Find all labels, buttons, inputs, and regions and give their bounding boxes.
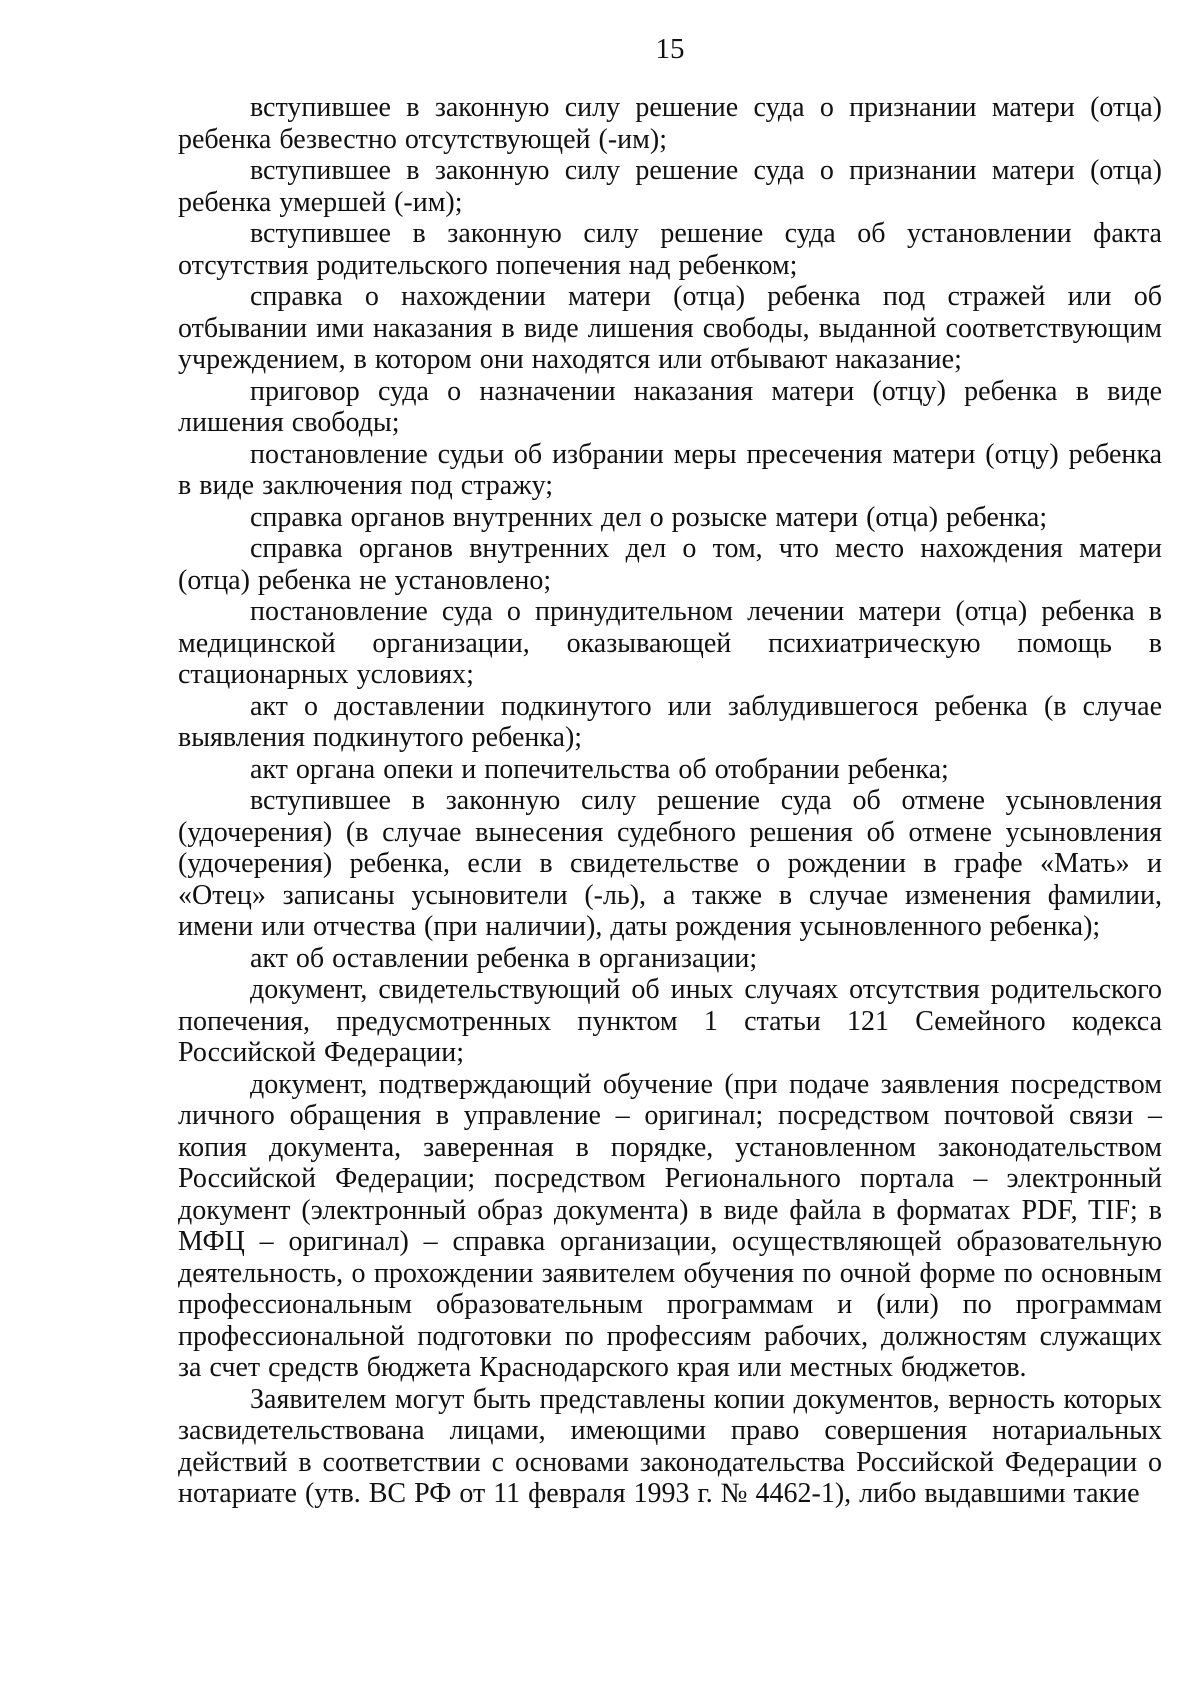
paragraph: акт органа опеки и попечительства об отобрании ребенка;	[250, 753, 949, 785]
page-number: 15	[655, 33, 685, 65]
paragraph: постановление суда о принудительном лечении матери (отца) ребенка в медицинской организации, оказывающей психиатрическую помощь в стационарных условиях;	[178, 596, 1162, 690]
paragraph: акт об оставлении ребенка в организации;	[250, 942, 758, 974]
paragraph: вступившее в законную силу решение суда об установлении факта отсутствия родительского попечения над ребенком;	[178, 218, 1162, 281]
paragraph: вступившее в законную силу решение суда об отмене усыновления (удочерения) (в случае вынесения судебного решения об отмене усыновления (удочерения) ребенка, если в свидетельстве о рождении в графе «Мать» и «Отец» записаны усыновители (-ль), а также в случае изменения фамилии, имени или отчества (при наличии), даты рождения усыновленного ребенка);	[178, 785, 1162, 942]
paragraph: вступившее в законную силу решение суда о признании матери (отца) ребенка безвестно отсутствующей (-им);	[178, 92, 1162, 155]
paragraph: вступившее в законную силу решение суда о признании матери (отца) ребенка умершей (-им);	[178, 155, 1162, 218]
paragraph: справка органов внутренних дел о розыске матери (отца) ребенка;	[250, 501, 1048, 533]
paragraph: акт о доставлении подкинутого или заблудившегося ребенка (в случае выявления подкинутого ребенка);	[178, 690, 1162, 753]
document-body	[178, 92, 1162, 1510]
paragraph: справка органов внутренних дел о том, что место нахождения матери (отца) ребенка не установлено;	[178, 533, 1162, 596]
paragraph: приговор суда о назначении наказания матери (отцу) ребенка в виде лишения свободы;	[178, 375, 1162, 438]
paragraph: документ, подтверждающий обучение (при подаче заявления посредством личного обращения в управление – оригинал; посредством почтовой связи – копия документа, заверенная в порядке, установленном законодательством Российской Федерации; посредством Регионального портала – электронный документ (электронный образ документа) в виде файла в форматах PDF, TIF; в МФЦ – оригинал) – справка организации, осуществляющей образовательную деятельность, о прохождении заявителем обучения по очной форме по основным профессиональным образовательным программам и (или) по программам профессиональной подготовки по профессиям рабочих, должностям служащих за счет средств бюджета Краснодарского края или местных бюджетов.	[178, 1068, 1162, 1383]
paragraph: Заявителем могут быть представлены копии документов, верность которых засвидетельствована лицами, имеющими право совершения нотариальных действий в соответствии с основами законодательства Российской Федерации о нотариате (утв. ВС РФ от 11 февраля 1993 г. № 4462-1), либо выдавшими такие	[178, 1383, 1162, 1509]
paragraph: документ, свидетельствующий об иных случаях отсутствия родительского попечения, предусмотренных пунктом 1 статьи 121 Семейного кодекса Российской Федерации;	[178, 974, 1162, 1068]
paragraph: постановление судьи об избрании меры пресечения матери (отцу) ребенка в виде заключения под стражу;	[178, 438, 1162, 501]
paragraph: справка о нахождении матери (отца) ребенка под стражей или об отбывании ими наказания в виде лишения свободы, выданной соответствующим учреждением, в котором они находятся или отбывают наказание;	[178, 281, 1162, 375]
